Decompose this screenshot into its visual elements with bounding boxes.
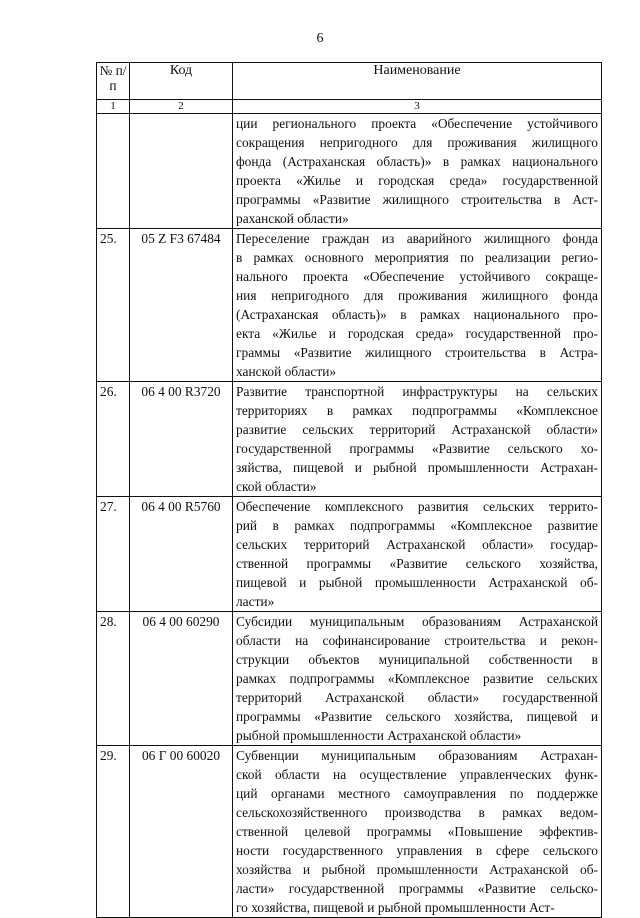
row-name-line: государственной программы «Развитие сельского хо- [236,441,598,456]
table-row [97,497,602,612]
row-name [233,114,602,229]
row-code: 06 Г 00 60020 [130,746,233,918]
row-number [97,114,130,229]
row-name [233,612,602,746]
row-name [233,382,602,497]
row-name-line: зяйства, пищевой и рыбной промышленности Астрахан- [236,460,598,475]
row-name-line: нального проекта «Обеспечение устойчивого сокраще- [236,269,598,284]
row-name-line: Субсидии муниципальным образованиям Астраханской [236,614,598,629]
row-name-line: ности государственного управления в сфере сельского [236,843,598,858]
table-row [97,229,602,382]
row-name-line: ственной целевой программы «Повышение эффектив- [236,824,598,839]
row-name-line: ции регионального проекта «Обеспечение устойчивого [236,116,598,131]
row-name-line: хозяйства и рыбной промышленности Астраханской об- [236,862,598,877]
row-name-line: раханской области» [236,211,349,226]
column-index-1: 1 [97,100,130,114]
row-name-line: ханской области» [236,364,337,379]
row-name-line: Переселение граждан из аварийного жилищного фонда [236,231,598,246]
header-name: Наименование [233,63,602,100]
row-name-line: Обеспечение комплексного развития сельских террито- [236,499,598,514]
page-number: 6 [316,31,324,46]
column-index-row [97,100,602,114]
row-name [233,497,602,612]
row-name-line: (Астраханская область)» в рамках национального про- [236,307,598,322]
row-name [233,229,602,382]
row-name-line: области на софинансирование строительства и рекон- [236,633,598,648]
row-name-line: сельских территорий Астраханской области» государ- [236,537,598,552]
row-name-line: программы «Развитие сельского хозяйства, пищевой и [236,709,598,724]
column-index-2: 2 [130,100,233,114]
row-name-line: рыбной промышленности Астраханской области» [236,728,522,743]
header-num: № п/п [97,63,130,100]
column-index-3: 3 [233,100,602,114]
header-code: Код [130,63,233,100]
row-name-line: ласти» [236,594,275,609]
row-code [130,114,233,229]
row-name-line: го хозяйства, пищевой и рыбной промышленности Аст- [236,900,555,915]
row-number: 26. [97,382,130,497]
budget-code-table [96,62,602,918]
row-code: 05 Z F3 67484 [130,229,233,382]
row-name-line: рамках подпрограммы «Комплексное развитие сельских [236,671,598,686]
row-name-line: ния непригодного для проживания жилищного фонда [236,288,598,303]
row-name-line: сокращения непригодного для проживания жилищного [236,135,598,150]
row-name-line: программы «Развитие жилищного строительства в Аст- [236,192,598,207]
row-name-line: развитие сельских территорий Астраханской области» [236,422,598,437]
table-row [97,382,602,497]
row-name [233,746,602,918]
row-name-line: ций органами местного самоуправления по поддержке [236,786,598,801]
row-number: 25. [97,229,130,382]
row-name-line: территориях в рамках подпрограммы «Комплексное [236,403,598,418]
row-number: 29. [97,746,130,918]
row-name-line: ской области» [236,479,317,494]
row-name-line: ской области на осуществление управленческих функ- [236,767,598,782]
row-name-line: Субвенции муниципальным образованиям Астрахан- [236,748,598,763]
row-code: 06 4 00 60290 [130,612,233,746]
row-name-line: проекта «Жилье и городская среда» государственной [236,173,598,188]
table-row [97,612,602,746]
table-row [97,114,602,229]
row-code: 06 4 00 R5760 [130,497,233,612]
row-name-line: Развитие транспортной инфраструктуры на сельских [236,384,598,399]
table-header-row [97,63,602,100]
row-name-line: ственной программы «Развитие сельского хозяйства, [236,556,598,571]
row-name-line: рий в рамках подпрограммы «Комплексное развитие [236,518,598,533]
row-name-line: сельскохозяйственного производства в рамках ведом- [236,805,598,820]
row-name-line: граммы «Развитие жилищного строительства в Астра- [236,345,598,360]
row-name-line: пищевой и рыбной промышленности Астраханской об- [236,575,598,590]
row-number: 27. [97,497,130,612]
row-name-line: территорий Астраханской области» государственной [236,690,598,705]
row-number: 28. [97,612,130,746]
row-name-line: ласти» государственной программы «Развитие сельско- [236,881,598,896]
row-name-line: екта «Жилье и городская среда» государственной про- [236,326,598,341]
row-name-line: струкции объектов муниципальной собственности в [236,652,598,667]
row-name-line: фонда (Астраханская область)» в рамках национального [236,154,598,169]
table-row [97,746,602,918]
row-code: 06 4 00 R3720 [130,382,233,497]
row-name-line: в рамках основного мероприятия по реализации регио- [236,250,598,265]
